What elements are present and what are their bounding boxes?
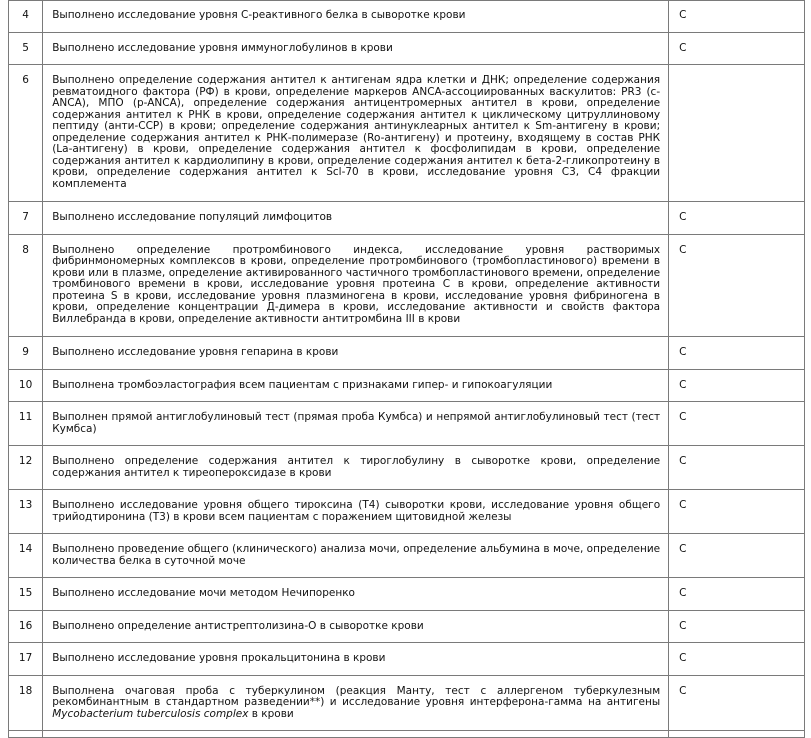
- evidence-grade: С: [669, 578, 805, 611]
- evidence-grade: С: [669, 534, 805, 578]
- table-row: [9, 490, 805, 534]
- criterion-text-main: Выполнена очаговая проба с туберкулином (реакция Манту, тест с аллергеном туберкулезным рекомбинантным в стандартном разведении**) и исследование уровня интерферона-гамма на антигены: [52, 684, 661, 708]
- evidence-grade: С: [669, 610, 805, 643]
- criterion-text-main: Выполнено исследование уровня прокальцитонина в крови: [52, 652, 386, 664]
- row-number: 18: [9, 675, 43, 731]
- table-row: [9, 32, 805, 65]
- evidence-grade: С: [669, 643, 805, 676]
- table-row-cut-off: [9, 731, 805, 738]
- criterion-text: [43, 643, 669, 676]
- criterion-text: [43, 1, 669, 33]
- criterion-text-main: Выполнен прямой антиглобулиновый тест (прямая проба Кумбса) и непрямой антиглобулиновый тест (тест Кумбса): [52, 411, 661, 435]
- evidence-grade: С: [669, 1, 805, 33]
- evidence-grade-empty: [669, 731, 805, 738]
- criterion-text-main: Выполнено проведение общего (клинического) анализа мочи, определение альбумина в моче, определение количества белка в суточной моче: [52, 543, 661, 567]
- evidence-grade: С: [669, 369, 805, 402]
- evidence-grade: С: [669, 337, 805, 370]
- criterion-text-main: Выполнено исследование уровня иммуноглобулинов в крови: [52, 41, 393, 54]
- evidence-grade: С: [669, 202, 805, 235]
- row-number: 13: [9, 490, 43, 534]
- criterion-text: [43, 369, 669, 402]
- table-row: [9, 402, 805, 446]
- criterion-text-main: Выполнена тромбоэластография всем пациентам с признаками гипер- и гипокоагуляции: [52, 378, 553, 391]
- row-number: 12: [9, 446, 43, 490]
- table-row: [9, 643, 805, 676]
- criterion-text-tail: в крови: [248, 707, 294, 720]
- criterion-text: [43, 337, 669, 370]
- row-number: 11: [9, 402, 43, 446]
- criterion-text-main: Выполнено исследование популяций лимфоцитов: [52, 211, 333, 223]
- evidence-grade: С: [669, 32, 805, 65]
- criterion-text: [43, 234, 669, 337]
- row-number: 6: [9, 65, 43, 202]
- row-number: 14: [9, 534, 43, 578]
- row-number-empty: [9, 731, 43, 738]
- table-row: [9, 610, 805, 643]
- row-number: 9: [9, 337, 43, 370]
- row-number: 15: [9, 578, 43, 611]
- table-row: [9, 578, 805, 611]
- criteria-table-wrapper: [8, 0, 805, 738]
- table-row: [9, 65, 805, 202]
- table-row: [9, 1, 805, 33]
- criterion-text: [43, 202, 669, 235]
- row-number: 16: [9, 610, 43, 643]
- row-number: 17: [9, 643, 43, 676]
- criterion-text-main: Выполнено определение протромбинового индекса, исследование уровня растворимых фибринмономерных комплексов в крови, определение протромбинового (тромбопластинового) времени в крови или в плазме, определение активированного частичного тромбопластинового времени, определение тромбинового времени в крови, исследование уровня протеина С в крови, определение активности протеина S в крови, исследование уровня плазминогена в крови, исследование уровня фибриногена в крови, определение концентрации Д-димера в крови, исследование активности и свойств фактора Виллебранда в крови, определение активности антитромбина III в крови: [52, 243, 661, 325]
- criterion-text-main: Выполнено исследование уровня общего тироксина (Т4) сыворотки крови, исследование уровня общего трийодтиронина (Т3) в крови всем пациентам с поражением щитовидной железы: [52, 499, 661, 523]
- criterion-text-main: Выполнено исследование уровня гепарина в крови: [52, 346, 339, 358]
- criterion-text-main: Выполнено определение содержания антител к тироглобулину в сыворотке крови, определение содержания антител к тиреопероксидазе в крови: [52, 455, 661, 479]
- table-row: [9, 675, 805, 731]
- table-row: [9, 234, 805, 337]
- criterion-text-main: Выполнено определение содержания антител к антигенам ядра клетки и ДНК; определение содержания ревматоидного фактора (РФ) в крови, определение маркеров ANCA-ассоциированных васкулитов: PR3 (c-ANCA), МПО (p-ANCA), определение содержания антицентромерных антител в крови, определение содержания антител к РНК в крови, определение содержания антител к циклическому цитруллиновому пептиду (анти-CCP) в крови; определение содержания антинуклеарных антител к Sm-антигену в крови; определение содержания антител к РНК-полимеразе (Ro-антигену) и протеину, входящему в состав РНК (La-антигену) в крови, определение содержания антител к фосфолипидам в крови, определение содержания антител к кардиолипину в крови, определение содержания антител к бета-2-гликопротеину в крови, определение содержания антител к Scl-70 в крови, исследование уровня С3, С4 фракции комплемента: [52, 74, 661, 190]
- criterion-text-italic: Mycobacterium tuberculosis complex: [52, 707, 249, 720]
- evidence-grade: С: [669, 446, 805, 490]
- table-row: [9, 202, 805, 235]
- table-row: [9, 534, 805, 578]
- evidence-grade: С: [669, 234, 805, 337]
- row-number: 7: [9, 202, 43, 235]
- evidence-grade: С: [669, 402, 805, 446]
- criterion-text: [43, 490, 669, 534]
- evidence-grade: С: [669, 490, 805, 534]
- criterion-text-empty: [43, 731, 669, 738]
- row-number: 8: [9, 234, 43, 337]
- row-number: 4: [9, 1, 43, 33]
- criterion-text-main: Выполнено исследование уровня С-реактивного белка в сыворотке крови: [52, 9, 466, 21]
- table-row: [9, 446, 805, 490]
- row-number: 5: [9, 32, 43, 65]
- criterion-text: [43, 402, 669, 446]
- table-row: [9, 369, 805, 402]
- criterion-text-main: Выполнено исследование мочи методом Нечипоренко: [52, 587, 355, 599]
- table-body: [9, 1, 805, 738]
- criterion-text: [43, 578, 669, 611]
- row-number: 10: [9, 369, 43, 402]
- table-row: [9, 337, 805, 370]
- evidence-grade: [669, 65, 805, 202]
- criterion-text: [43, 610, 669, 643]
- criterion-text: [43, 32, 669, 65]
- criterion-text: [43, 446, 669, 490]
- criterion-text: [43, 65, 669, 202]
- criterion-text: [43, 534, 669, 578]
- criterion-text: [43, 675, 669, 731]
- evidence-grade: С: [669, 675, 805, 731]
- quality-criteria-table: [8, 0, 805, 738]
- criterion-text-main: Выполнено определение антистрептолизина-О в сыворотке крови: [52, 619, 424, 632]
